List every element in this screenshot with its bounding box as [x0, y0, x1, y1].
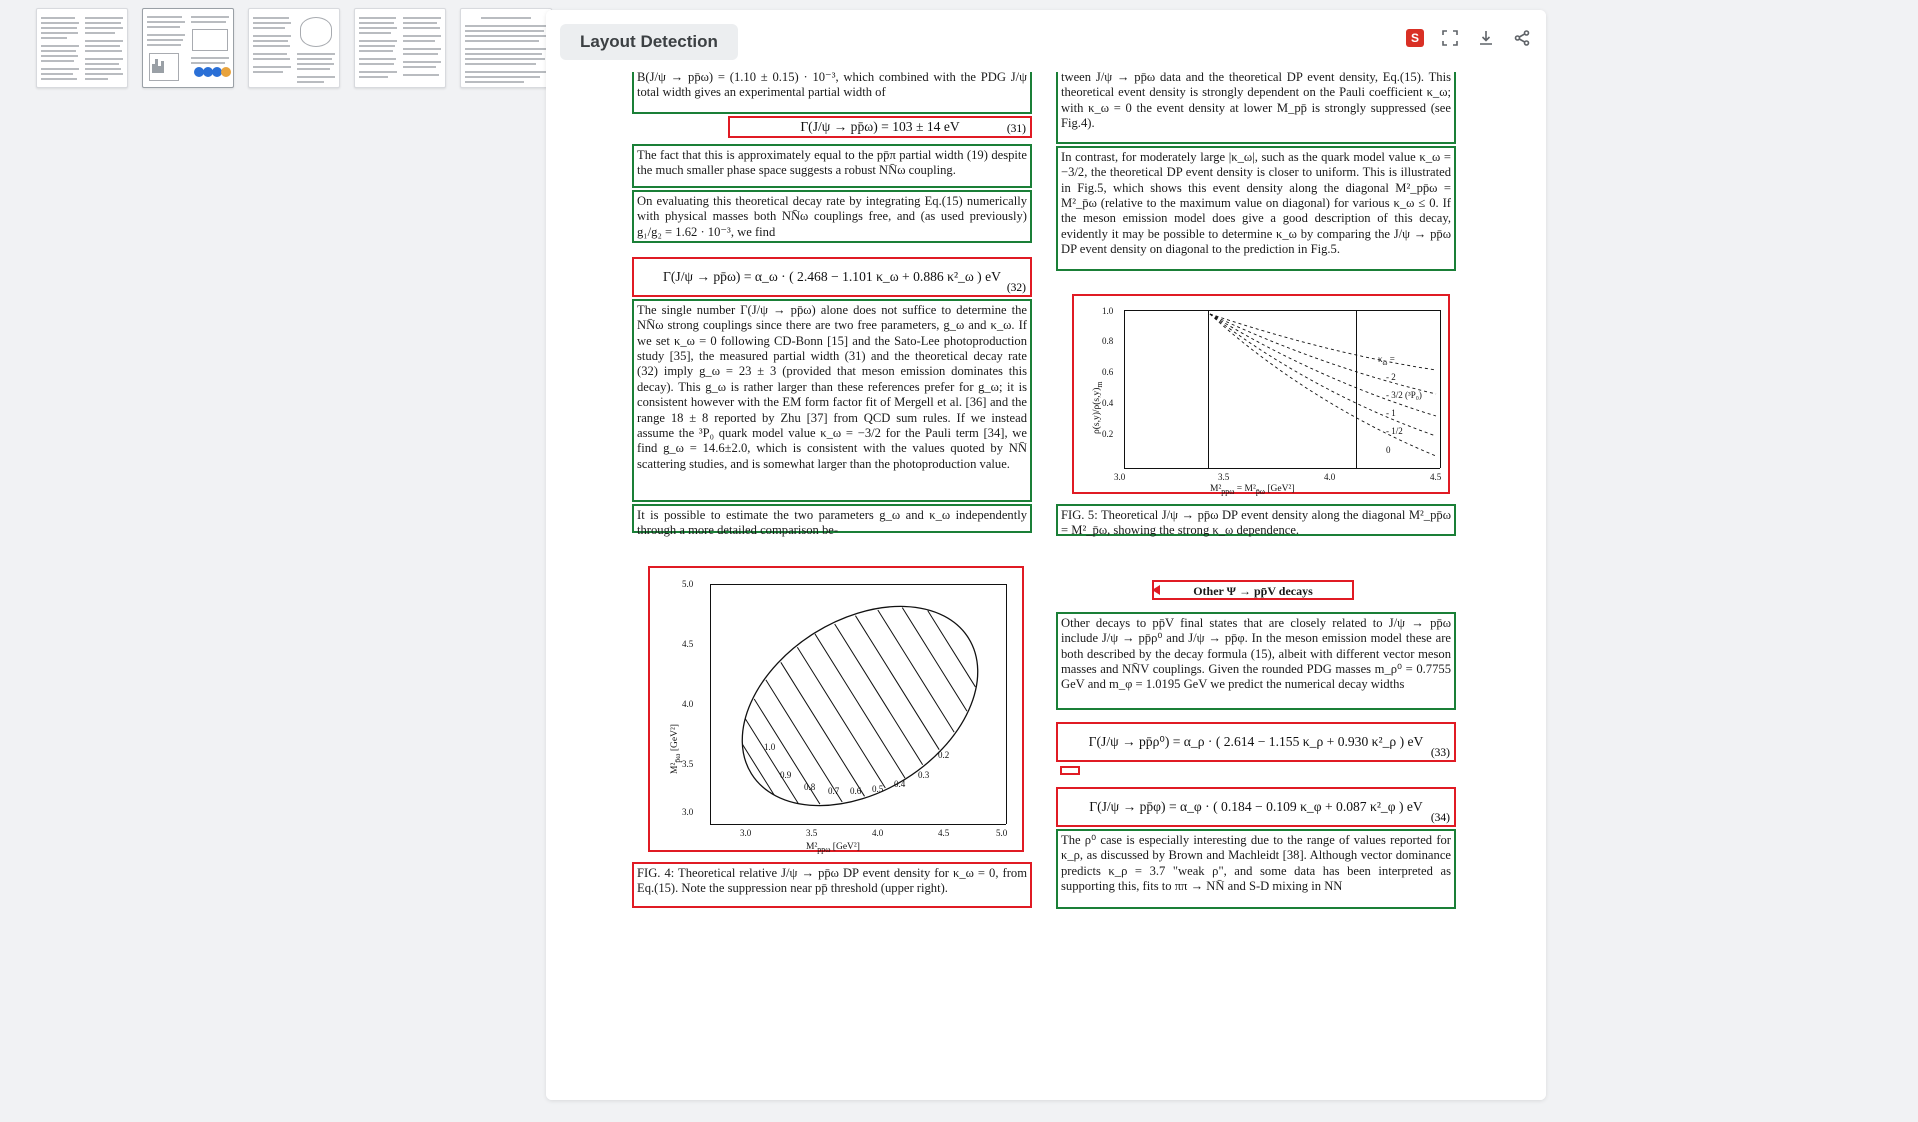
detection-box-section-heading[interactable]: Other Ψ → pp̄V decays	[1152, 580, 1354, 600]
detection-box-text[interactable]: The single number Γ(J/ψ → pp̄ω) alone does not suffice to determine the NN̄ω strong couplings since there are two free parameters, g_ω and κ_ω. If we set κ_ω = 0 following CD-Bonn [15] and the Sato-Lee photoproduction study [35], the measured partial width (31) and the theoretical decay rate (32) imply g_ω = 23 ± 3 (provided that meson emission dominates this decay). This g_ω is rather larger than these references prefer for g_ω; it is consistent however with the EM form factor fit of Mergell et al. [36] and the range 18 ± 8 reported by Zhu [37] from QCD sum rules. If we instead assume the ³P₀ quark model value κ_ω = −3/2 for the Pauli term [34], we find g_ω = 14.6±2.0, which is consistent with the values quoted by NN̄ scattering studies, and is somewhat larger than the photoproduction value.	[632, 299, 1032, 502]
page-thumbnail-5[interactable]	[460, 8, 552, 88]
detection-box-text[interactable]: tween J/ψ → pp̄ω data and the theoretical DP event density, Eq.(15). This theoretical event density is strongly dependent on the Pauli coefficient κ_ω; with κ_ω = 0 the event density at lower M_pp̄ is strongly suppressed (see Fig.4).	[1056, 72, 1456, 144]
detection-box-figure-5-caption[interactable]: FIG. 5: Theoretical J/ψ → pp̄ω DP event density along the diagonal M²_pp̄ω = M²_p̄ω, showing the strong κ_ω dependence.	[1056, 504, 1456, 536]
fullscreen-icon[interactable]	[1440, 28, 1460, 48]
equation-number: (33)	[1430, 747, 1450, 759]
detection-box-equation-33[interactable]: Γ(J/ψ → pp̄ρ⁰) = α_ρ · ( 2.614 − 1.155 κ_ρ + 0.930 κ²_ρ ) eV (33)	[1056, 722, 1456, 762]
figure-4-plot: 5.0 4.5 4.0 3.5 3.0 3.0 3.5 4.0 4.5 5.0 $M^2_{pp\omega}$ [GeV²] $M^2_{p̄\omega}$ [GeV²] 1.0 0.9 0.8 0.7 0.6 0.5 0.4 0.3 0.2	[656, 574, 1016, 844]
task-chip-layout-detection[interactable]: Layout Detection	[560, 24, 738, 60]
detection-box-text[interactable]: The ρ⁰ case is especially interesting due to the range of values reported for κ_ρ, as discussed by Brown and Machleidt [38]. Although vector dominance predicts κ_ρ = 3.7 "weak ρ", and some data has been interpreted as supporting this, fits to ππ → NN̄ and S-D mixing in NN	[1056, 829, 1456, 909]
detection-box-text[interactable]: It is possible to estimate the two parameters g_ω and κ_ω independently through a more detailed comparison be-	[632, 504, 1032, 533]
download-icon[interactable]	[1476, 28, 1496, 48]
equation-number: (34)	[1430, 812, 1450, 824]
detection-box-text[interactable]: In contrast, for moderately large |κ_ω|, such as the quark model value κ_ω = −3/2, the theoretical DP event density is closer to uniform. This is illustrated in Fig.5, which shows this event density along the diagonal M²_pp̄ω = M²_p̄ω (relative to the maximum value on diagonal) for various κ_ω ≤ 0. If the meson emission model does give a good description of this decay, evidently it may be possible to determine κ_ω by comparing the J/ψ → pp̄ω DP event density on diagonal to the prediction in Fig.5.	[1056, 146, 1456, 271]
thumbnail-preview	[147, 13, 229, 83]
page-thumbnail-3[interactable]	[248, 8, 340, 88]
detection-box-artifact[interactable]	[1060, 766, 1080, 775]
thumbnail-preview	[359, 13, 441, 83]
page-thumbnail-1[interactable]	[36, 8, 128, 88]
figure-5[interactable]	[1072, 294, 1450, 494]
figure-4[interactable]	[648, 566, 1024, 852]
detection-box-text[interactable]: B(J/ψ → pp̄ω) = (1.10 ± 0.15) · 10⁻³, which combined with the PDG J/ψ total width gives an experimental partial width of	[632, 72, 1032, 114]
brand-badge-icon[interactable]: S	[1406, 29, 1424, 47]
document-page	[546, 72, 1546, 1100]
detection-box-text[interactable]: Other decays to pp̄V final states that are closely related to J/ψ → pp̄ω include J/ψ → pp̄ρ⁰ and J/ψ → pp̄φ. In the meson emission model these are both described by the decay formula (15), albeit with different vector meson masses and NN̄V couplings. Given the rounded PDG masses m_ρ⁰ = 0.7755 GeV and m_φ = 1.0195 GeV we predict the numerical decay widths	[1056, 612, 1456, 710]
header-tool-group	[1406, 28, 1532, 48]
share-icon[interactable]	[1512, 28, 1532, 48]
detection-box-equation-34[interactable]: Γ(J/ψ → pp̄φ) = α_φ · ( 0.184 − 0.109 κ_φ + 0.087 κ²_φ ) eV (34)	[1056, 787, 1456, 827]
detection-box-equation-32[interactable]: Γ(J/ψ → pp̄ω) = α_ω · ( 2.468 − 1.101 κ_ω + 0.886 κ²_ω ) eV (32)	[632, 257, 1032, 297]
page-thumbnail-2[interactable]	[142, 8, 234, 88]
equation-number: (32)	[1006, 282, 1026, 294]
viewer-header	[546, 10, 1546, 72]
thumbnail-preview	[253, 13, 335, 83]
figure-5-plot: 1.0 0.8 0.6 0.4 0.2 3.0 3.5 4.0 4.5 $M^2_{pp\omega} = M^2_{p̄\omega}$ [GeV²] $\rho(s,y)/\rho(s,y)_m$ $\kappa_\omega$ = - 2 - 3/2 (³P₀) - 1 - 1/2 0	[1092, 306, 1442, 496]
document-viewer-panel	[546, 10, 1546, 1100]
detection-box-equation-31[interactable]: Γ(J/ψ → pp̄ω) = 103 ± 14 eV (31)	[728, 116, 1032, 138]
thumbnail-preview	[41, 13, 123, 83]
equation-number: (31)	[1006, 123, 1026, 135]
detection-box-figure-4-caption[interactable]: FIG. 4: Theoretical relative J/ψ → pp̄ω DP event density for κ_ω = 0, from Eq.(15). Note the suppression near pp̄ threshold (upper right).	[632, 862, 1032, 908]
detection-box-text[interactable]: On evaluating this theoretical decay rate by integrating Eq.(15) numerically with physical masses both NN̄ω couplings free, and (as used previously) g₁/g₂ = 1.62 · 10⁻³, we find	[632, 190, 1032, 243]
arrow-left-icon	[1152, 585, 1160, 595]
detection-box-text[interactable]: The fact that this is approximately equal to the pp̄π partial width (19) despite the much smaller phase space suggests a robust NN̄ω coupling.	[632, 144, 1032, 188]
page-thumbnail-4[interactable]	[354, 8, 446, 88]
thumbnail-preview	[465, 13, 547, 83]
